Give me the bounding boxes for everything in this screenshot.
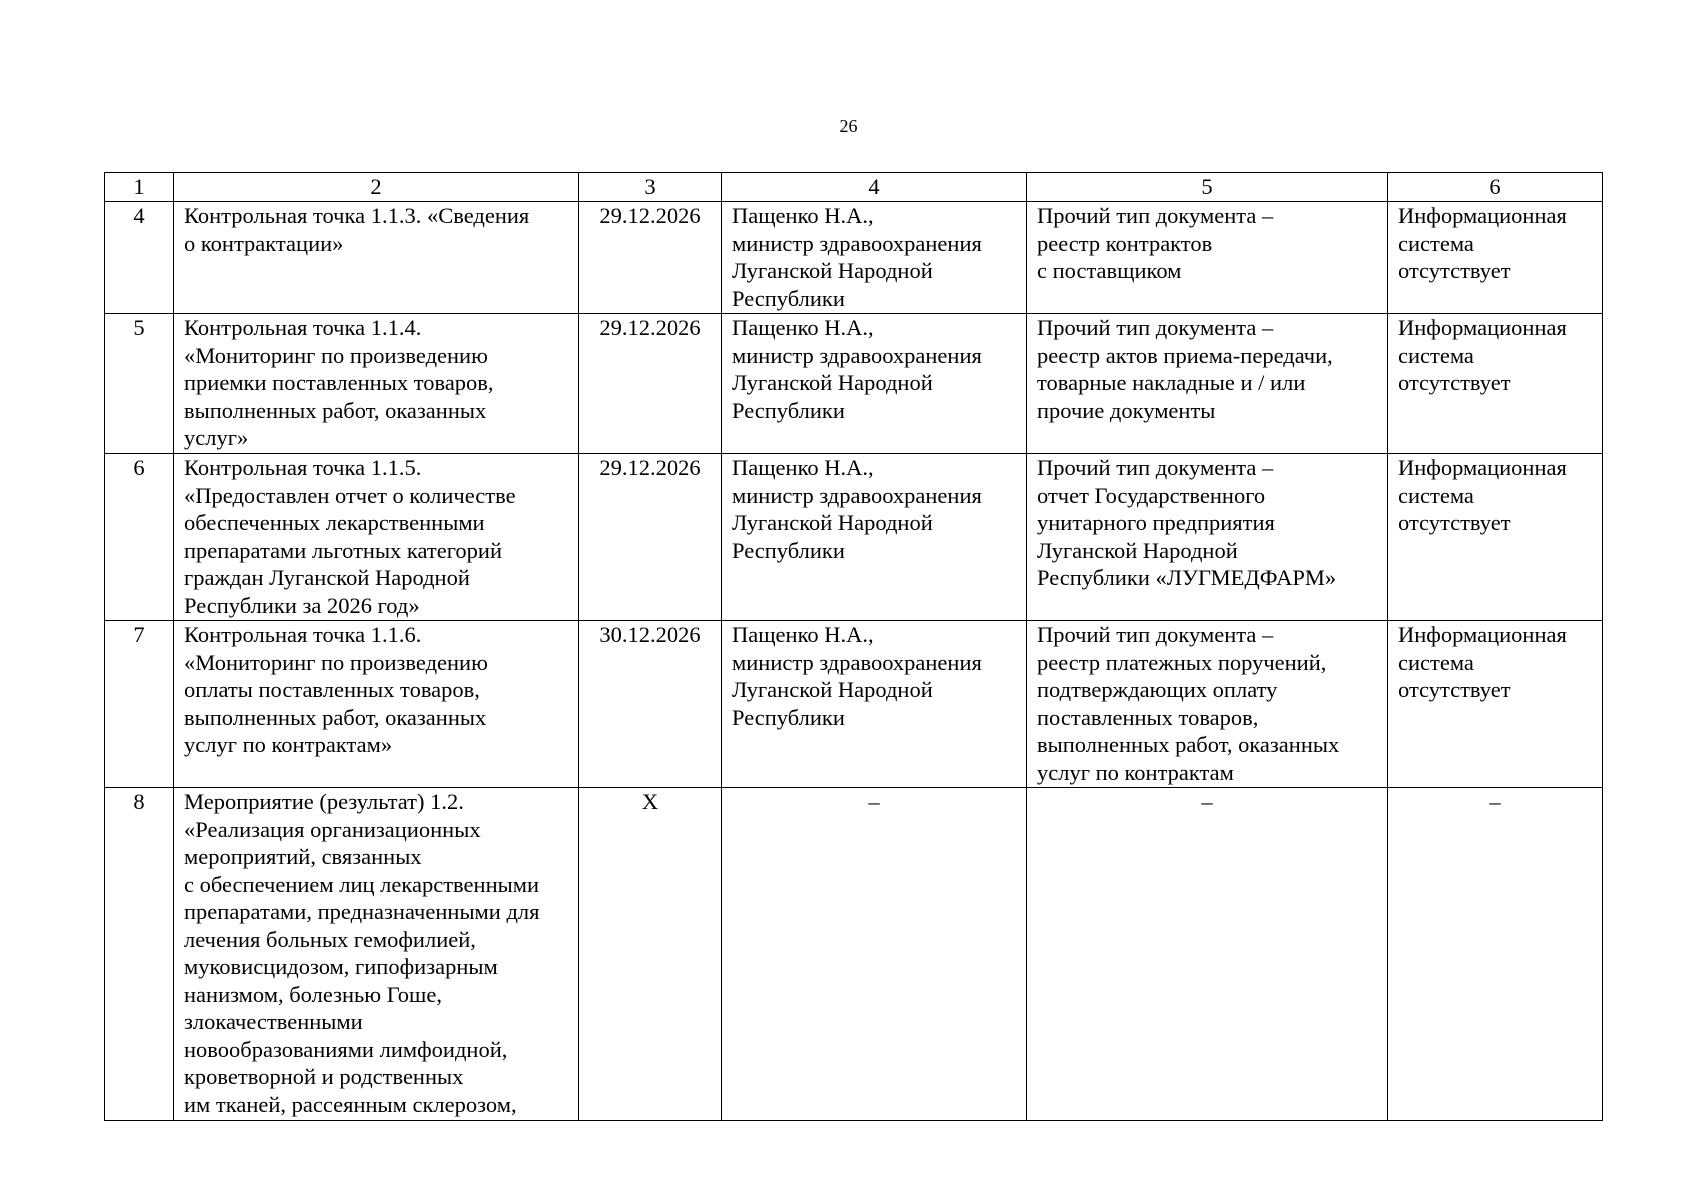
text-line: Пащенко Н.А., xyxy=(732,203,874,228)
text-line: поставленных товаров, xyxy=(1037,704,1259,730)
row-document-cell xyxy=(1027,621,1388,788)
text-line: о контрактации» xyxy=(184,230,344,256)
text-line: прочие документы xyxy=(1037,397,1216,423)
text-line: приемки поставленных товаров, xyxy=(184,370,494,395)
text-line: Республики «ЛУГМЕДФАРМ» xyxy=(1037,565,1337,590)
text-line: товарные накладные и / или xyxy=(1037,370,1306,395)
text-line: – xyxy=(1201,789,1213,814)
table-header-row xyxy=(105,173,1603,202)
table-row xyxy=(105,454,1603,621)
row-number-cell: 7 xyxy=(105,621,174,788)
text-line: Информационная xyxy=(1398,622,1567,647)
text-line: «Реализация организационных xyxy=(184,816,481,842)
text-line: отсутствует xyxy=(1398,370,1511,395)
text-line: министр здравоохранения xyxy=(732,230,982,256)
text-line: реестр контрактов xyxy=(1037,230,1213,256)
text-line: оплаты поставленных товаров, xyxy=(184,677,480,702)
text-line: Прочий тип документа – xyxy=(1037,315,1274,340)
row-number-cell: 6 xyxy=(105,454,174,621)
text-line: Пащенко Н.А., xyxy=(732,622,874,647)
text-line: Республики за 2026 год» xyxy=(184,592,420,618)
text-line: лечения больных гемофилией, xyxy=(184,926,476,952)
text-line: Луганской Народной xyxy=(732,510,933,535)
text-line: Контрольная точка 1.1.3. «Сведения xyxy=(184,203,530,228)
table-row xyxy=(105,621,1603,788)
text-line: отсутствует xyxy=(1398,677,1511,702)
row-responsible-cell xyxy=(722,788,1027,1121)
row-system-cell xyxy=(1388,621,1603,788)
text-line: услуг» xyxy=(184,425,249,450)
row-number-cell: 8 xyxy=(105,788,174,1121)
text-line: новообразованиями лимфоидной, xyxy=(184,1036,508,1062)
text-line: Прочий тип документа – xyxy=(1037,455,1274,480)
row-document-cell xyxy=(1027,202,1388,314)
header-cell: 5 xyxy=(1027,173,1388,202)
text-line: Луганской Народной xyxy=(732,677,933,702)
text-line: Информационная xyxy=(1398,315,1567,340)
text-line: муковисцидозом, гипофизарным xyxy=(184,954,498,979)
text-line: система xyxy=(1398,649,1474,675)
row-document-cell xyxy=(1027,454,1388,621)
text-line: Мероприятие (результат) 1.2. xyxy=(184,789,464,814)
text-line: система xyxy=(1398,230,1474,256)
text-line: услуг по контрактам xyxy=(1037,759,1234,785)
text-line: Республики xyxy=(732,704,845,730)
row-name-cell xyxy=(174,202,579,314)
table-row xyxy=(105,202,1603,314)
text-line: кроветворной и родственных xyxy=(184,1064,464,1089)
text-line: выполненных работ, оказанных xyxy=(1037,732,1340,757)
text-line: система xyxy=(1398,342,1474,368)
text-line: Пащенко Н.А., xyxy=(732,455,874,480)
text-line: препаратами льготных категорий xyxy=(184,537,502,563)
text-line: «Мониторинг по произведению xyxy=(184,342,488,368)
text-line: «Мониторинг по произведению xyxy=(184,649,488,675)
row-responsible-cell xyxy=(722,314,1027,454)
text-line: – xyxy=(1489,789,1501,814)
text-line: нанизмом, болезнью Гоше, xyxy=(184,981,442,1007)
text-line: Луганской Народной xyxy=(1037,537,1238,563)
text-line: Республики xyxy=(732,285,845,311)
text-line: «Предоставлен отчет о количестве xyxy=(184,482,516,508)
text-line: с поставщиком xyxy=(1037,258,1182,283)
text-line: им тканей, рассеянным склерозом, xyxy=(184,1091,517,1117)
row-system-cell xyxy=(1388,454,1603,621)
text-line: выполненных работ, оказанных xyxy=(184,704,487,730)
page-number: 26 xyxy=(839,116,858,136)
text-line: министр здравоохранения xyxy=(732,342,982,368)
text-line: с обеспечением лиц лекарственными xyxy=(184,871,540,897)
row-date-cell: 29.12.2026 xyxy=(579,454,722,621)
text-line: реестр платежных поручений, xyxy=(1037,649,1327,675)
text-line: отчет Государственного xyxy=(1037,482,1266,508)
text-line: Пащенко Н.А., xyxy=(732,315,874,340)
row-document-cell xyxy=(1027,314,1388,454)
row-responsible-cell xyxy=(722,454,1027,621)
row-document-cell xyxy=(1027,788,1388,1121)
text-line: министр здравоохранения xyxy=(732,649,982,675)
text-line: Республики xyxy=(732,537,845,563)
row-name-cell xyxy=(174,314,579,454)
header-cell: 1 xyxy=(105,173,174,202)
row-system-cell xyxy=(1388,788,1603,1121)
text-line: отсутствует xyxy=(1398,510,1511,535)
text-line: выполненных работ, оказанных xyxy=(184,397,487,423)
row-name-cell xyxy=(174,788,579,1121)
text-line: реестр актов приема-передачи, xyxy=(1037,342,1333,368)
text-line: унитарного предприятия xyxy=(1037,510,1275,535)
row-system-cell xyxy=(1388,202,1603,314)
text-line: отсутствует xyxy=(1398,258,1511,283)
text-line: препаратами, предназначенными для xyxy=(184,899,540,924)
text-line: Прочий тип документа – xyxy=(1037,622,1274,647)
row-responsible-cell xyxy=(722,621,1027,788)
text-line: злокачественными xyxy=(184,1009,363,1034)
text-line: Луганской Народной xyxy=(732,258,933,283)
row-date-cell: X xyxy=(579,788,722,1121)
text-line: обеспеченных лекарственными xyxy=(184,510,485,535)
text-line: Контрольная точка 1.1.6. xyxy=(184,622,422,647)
text-line: система xyxy=(1398,482,1474,508)
control-points-table xyxy=(104,172,1603,1121)
row-name-cell xyxy=(174,621,579,788)
row-name-cell xyxy=(174,454,579,621)
text-line: Контрольная точка 1.1.5. xyxy=(184,455,422,480)
row-number-cell: 4 xyxy=(105,202,174,314)
table-row xyxy=(105,314,1603,454)
text-line: Информационная xyxy=(1398,455,1567,480)
text-line: подтверждающих оплату xyxy=(1037,677,1278,702)
text-line: министр здравоохранения xyxy=(732,482,982,508)
text-line: Республики xyxy=(732,397,845,423)
row-responsible-cell xyxy=(722,202,1027,314)
text-line: Контрольная точка 1.1.4. xyxy=(184,315,422,340)
row-date-cell: 30.12.2026 xyxy=(579,621,722,788)
row-system-cell xyxy=(1388,314,1603,454)
text-line: – xyxy=(868,789,880,814)
text-line: услуг по контрактам» xyxy=(184,732,393,757)
text-line: граждан Луганской Народной xyxy=(184,565,470,590)
row-number-cell: 5 xyxy=(105,314,174,454)
text-line: Луганской Народной xyxy=(732,370,933,395)
text-line: Прочий тип документа – xyxy=(1037,203,1274,228)
table-row xyxy=(105,788,1603,1121)
header-cell: 4 xyxy=(722,173,1027,202)
text-line: Информационная xyxy=(1398,203,1567,228)
header-cell: 6 xyxy=(1388,173,1603,202)
row-date-cell: 29.12.2026 xyxy=(579,314,722,454)
header-cell: 3 xyxy=(579,173,722,202)
text-line: мероприятий, связанных xyxy=(184,844,422,869)
row-date-cell: 29.12.2026 xyxy=(579,202,722,314)
header-cell: 2 xyxy=(174,173,579,202)
